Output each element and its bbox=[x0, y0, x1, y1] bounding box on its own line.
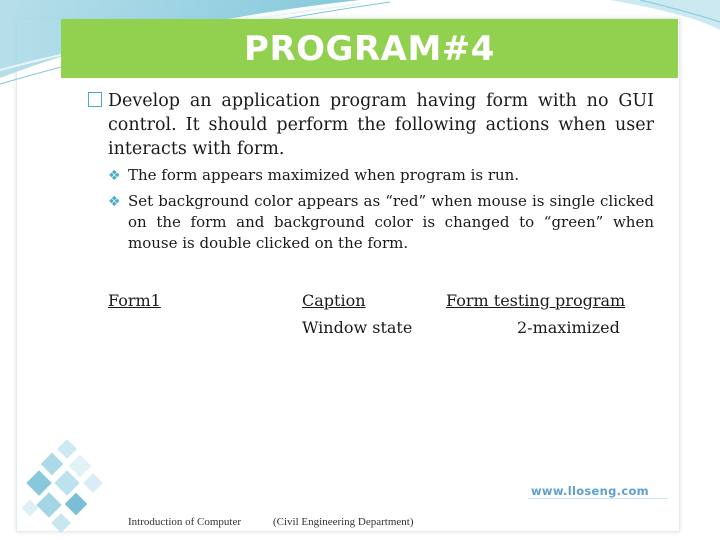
main-bullet bbox=[88, 89, 654, 161]
diamond-bullet-icon: ❖ bbox=[108, 194, 121, 210]
footer-department: (Civil Engineering Department) bbox=[273, 516, 414, 528]
property-row: Window state bbox=[302, 318, 413, 337]
square-bullet-icon bbox=[88, 92, 102, 107]
slide-title: PROGRAM#4 bbox=[244, 28, 495, 69]
sub-bullet-1 bbox=[108, 165, 654, 186]
property-header: Caption bbox=[302, 291, 366, 310]
sub-bullet-1-text: The form appears maximized when program is run. bbox=[128, 166, 520, 184]
value-header: Form testing program bbox=[446, 291, 626, 310]
title-bar bbox=[61, 19, 678, 78]
value-row: 2-maximized bbox=[517, 318, 620, 337]
object-label: Form1 bbox=[108, 291, 161, 310]
main-bullet-text: Develop an application program having form with no GUI control. It should perform the following actions when user interacts with form. bbox=[108, 91, 654, 159]
bottom-left-mosaic-decoration bbox=[0, 440, 140, 540]
sub-bullet-2-text: Set background color appears as “red” when mouse is single clicked on the form and background color is changed to “green” when mouse is double clicked on the form. bbox=[128, 192, 654, 252]
footer-course: Introduction of Computer bbox=[128, 516, 242, 528]
sub-bullet-2 bbox=[108, 191, 654, 254]
watermark-url: www.lloseng.com bbox=[531, 484, 649, 498]
watermark-underline bbox=[528, 498, 668, 499]
diamond-bullet-icon: ❖ bbox=[108, 168, 121, 184]
